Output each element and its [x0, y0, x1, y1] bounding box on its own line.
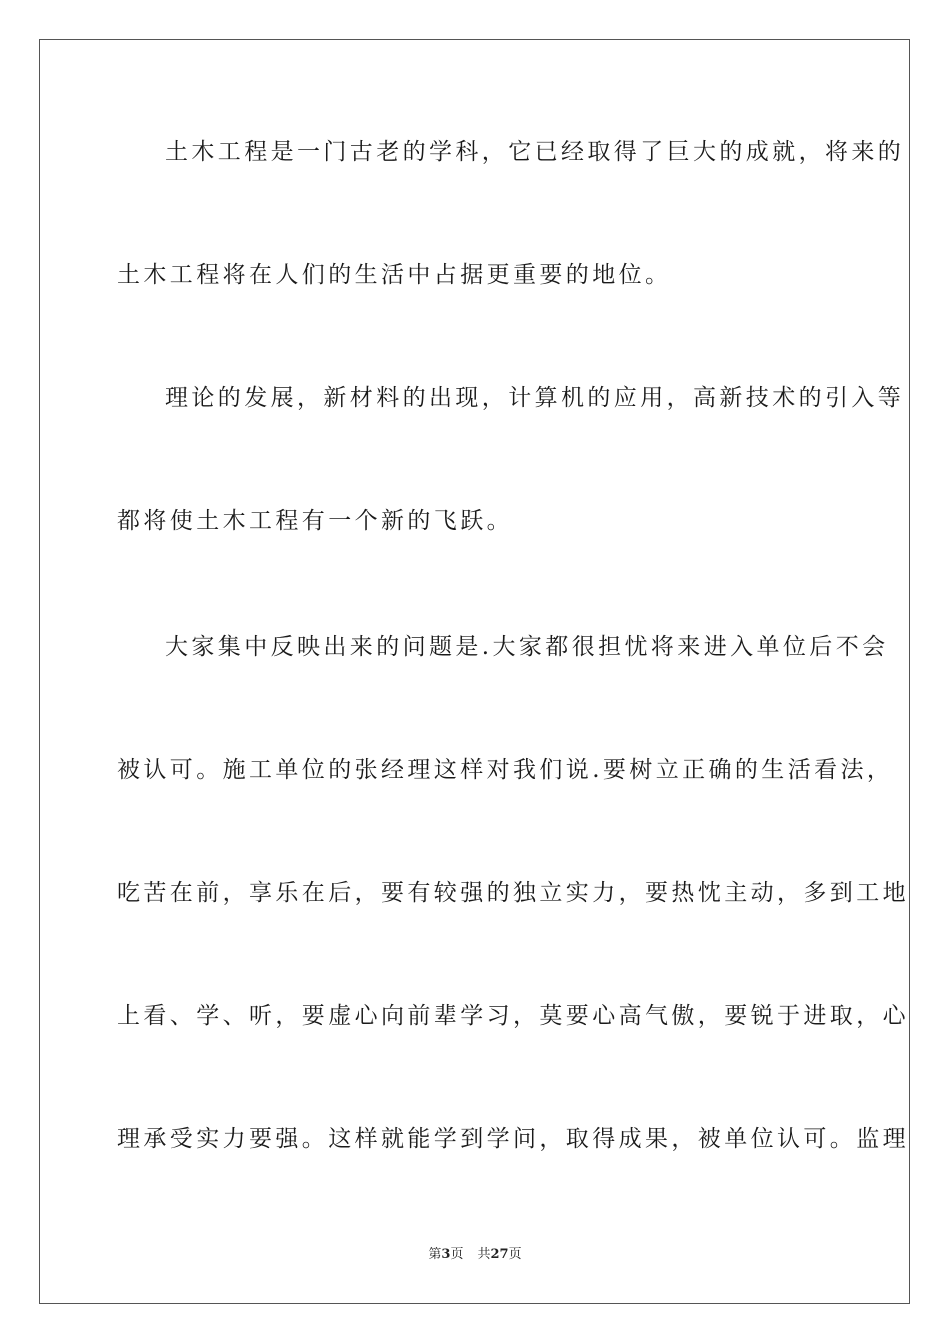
total-prefix: 共	[477, 1247, 491, 1262]
text-line-4: 都将使土木工程有一个新的飞跃。	[117, 508, 513, 534]
page-number: 3	[441, 1247, 451, 1262]
total-pages: 27	[490, 1247, 509, 1262]
total-suffix: 页	[508, 1247, 522, 1262]
text-line-6: 被认可。施工单位的张经理这样对我们说.要树立正确的生活看法，	[117, 757, 894, 783]
page-footer	[0, 1246, 950, 1264]
text-line-9: 理承受实力要强。这样就能学到学问，取得成果，被单位认可。监理	[117, 1126, 909, 1152]
text-line-1: 土木工程是一门古老的学科，它已经取得了巨大的成就，将来的	[165, 139, 905, 165]
text-line-7: 吃苦在前，享乐在后，要有较强的独立实力，要热忱主动，多到工地	[117, 880, 909, 906]
page-prefix: 第	[428, 1247, 442, 1262]
text-line-8: 上看、学、听，要虚心向前辈学习，莫要心高气傲，要锐于进取，心	[117, 1003, 909, 1029]
text-line-2: 土木工程将在人们的生活中占据更重要的地位。	[117, 262, 672, 288]
text-line-3: 理论的发展，新材料的出现，计算机的应用，高新技术的引入等	[165, 385, 905, 411]
page-border	[39, 39, 910, 1304]
page-suffix: 页	[450, 1247, 464, 1262]
text-line-5: 大家集中反映出来的问题是.大家都很担忧将来进入单位后不会	[165, 634, 889, 660]
